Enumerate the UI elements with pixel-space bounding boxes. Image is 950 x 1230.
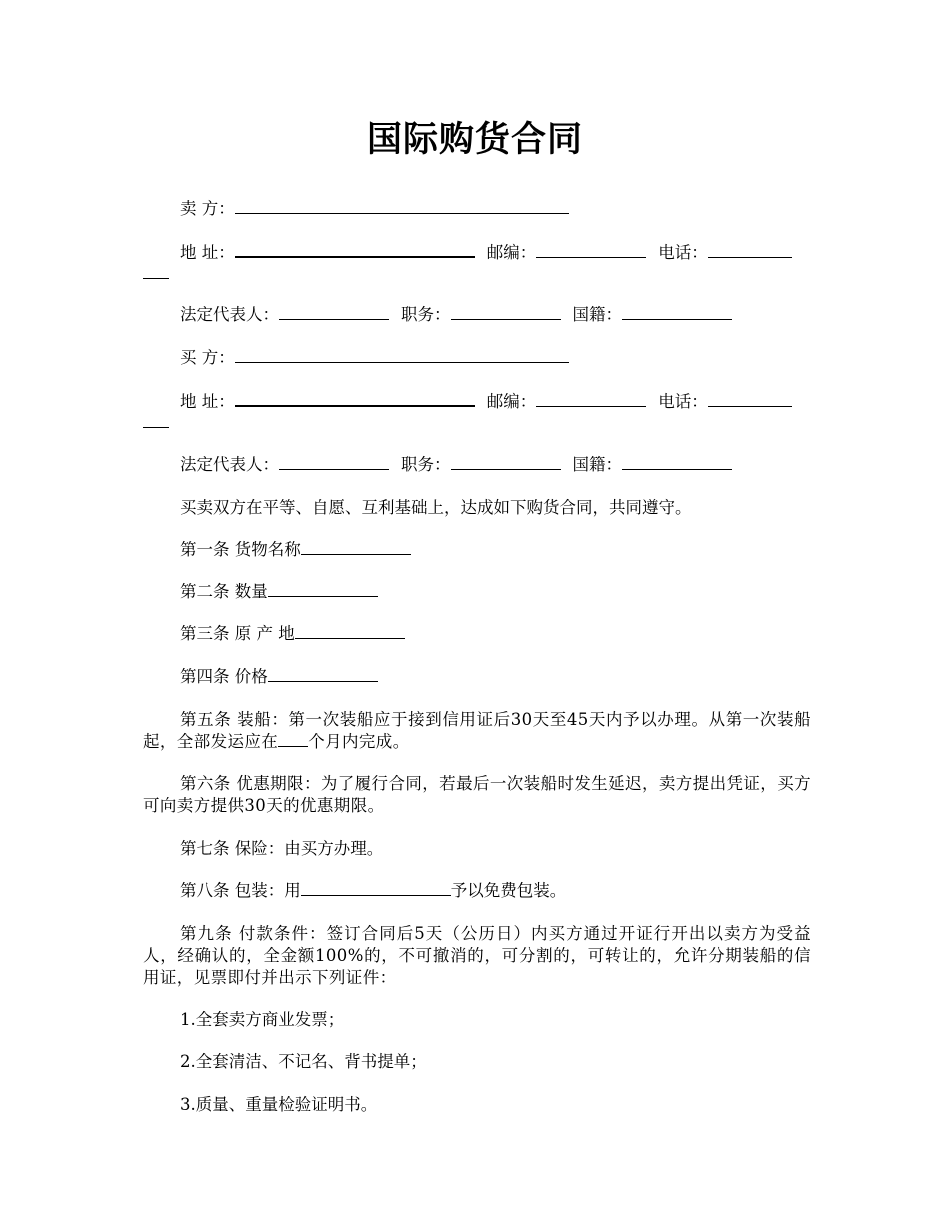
- article-2: [180, 581, 378, 603]
- article-1: [180, 539, 411, 561]
- price-field[interactable]: [268, 666, 378, 682]
- seller-nationality-field[interactable]: [622, 304, 732, 320]
- preamble: 买卖双方在平等、自愿、互利基础上，达成如下购货合同，共同遵守。: [180, 498, 692, 517]
- buyer-address-line: [180, 390, 792, 413]
- seller-postcode-label: 邮编：: [486, 243, 537, 262]
- buyer-address-field[interactable]: [235, 390, 475, 407]
- article-4: [180, 666, 378, 688]
- buyer-postcode-field[interactable]: [536, 391, 646, 407]
- article-8-text-end: 予以免费包装。: [450, 881, 567, 900]
- seller-postcode-field[interactable]: [536, 242, 646, 258]
- buyer-phone-label: 电话：: [658, 392, 708, 411]
- seller-label: 卖 方：: [180, 199, 235, 218]
- article-5-text-end: 个月内完成。: [308, 732, 410, 751]
- list-item: 1.全套卖方商业发票；: [180, 1010, 345, 1029]
- seller-name-field[interactable]: [235, 198, 569, 214]
- seller-rep-field[interactable]: [279, 304, 389, 320]
- buyer-position-label: 职务：: [401, 455, 451, 474]
- seller-line: [180, 198, 569, 220]
- goods-name-field[interactable]: [301, 539, 411, 555]
- article-5-text: 第五条 装船：第一次装船应于接到信用证后30天至45天内予以办理。从第一次装船起，全部发运应在: [143, 710, 811, 751]
- origin-field[interactable]: [295, 623, 405, 639]
- buyer-rep-field[interactable]: [279, 454, 389, 470]
- buyer-line: [180, 347, 569, 369]
- seller-position-field[interactable]: [451, 304, 561, 320]
- packaging-field[interactable]: [301, 880, 451, 896]
- seller-address-field[interactable]: [235, 241, 475, 258]
- buyer-nationality-field[interactable]: [622, 454, 732, 470]
- article-5: [143, 709, 811, 753]
- seller-address-line: [180, 241, 792, 264]
- article-7: 第七条 保险：由买方办理。: [180, 839, 384, 858]
- article-3: [180, 623, 405, 645]
- buyer-phone-field[interactable]: [708, 391, 792, 407]
- article-6: 第六条 优惠期限：为了履行合同，若最后一次装船时发生延迟，卖方提出凭证，买方可向卖方提供30天的优惠期限。: [143, 774, 811, 815]
- seller-rep-label: 法定代表人：: [180, 305, 279, 324]
- seller-rep-line: [180, 304, 732, 326]
- list-item: 2.全套清洁、不记名、背书提单；: [180, 1052, 427, 1071]
- article-3-label: 第三条 原 产 地: [180, 624, 295, 643]
- seller-phone-field-wrap[interactable]: [143, 278, 169, 279]
- buyer-label: 买 方：: [180, 348, 235, 367]
- buyer-rep-line: [180, 454, 732, 476]
- list-item: 3.质量、重量检验证明书。: [180, 1095, 378, 1114]
- seller-nationality-label: 国籍：: [572, 305, 622, 324]
- seller-position-label: 职务：: [401, 305, 451, 324]
- article-4-label: 第四条 价格: [180, 667, 268, 686]
- buyer-phone-field-wrap[interactable]: [143, 427, 169, 428]
- quantity-field[interactable]: [268, 581, 378, 597]
- buyer-rep-label: 法定代表人：: [180, 455, 279, 474]
- buyer-postcode-label: 邮编：: [486, 392, 537, 411]
- article-2-label: 第二条 数量: [180, 582, 268, 601]
- seller-phone-label: 电话：: [658, 243, 708, 262]
- buyer-nationality-label: 国籍：: [572, 455, 622, 474]
- buyer-position-field[interactable]: [451, 454, 561, 470]
- article-9: 第九条 付款条件：签订合同后5天（公历日）内买方通过开证行开出以卖方为受益人，经确认的，全金额100%的，不可撤消的，可分割的，可转让的，允许分期装船的信用证，见票即付并出示下列证件：: [143, 924, 811, 987]
- shipment-months-field[interactable]: [278, 731, 308, 747]
- article-8: [180, 880, 566, 902]
- buyer-name-field[interactable]: [235, 347, 569, 363]
- article-8-text: 第八条 包装：用: [180, 881, 301, 900]
- seller-phone-field[interactable]: [708, 242, 792, 258]
- article-1-label: 第一条 货物名称: [180, 540, 301, 559]
- buyer-address-label: 地 址：: [180, 392, 235, 411]
- seller-address-label: 地 址：: [180, 243, 235, 262]
- document-title: 国际购货合同: [366, 120, 583, 160]
